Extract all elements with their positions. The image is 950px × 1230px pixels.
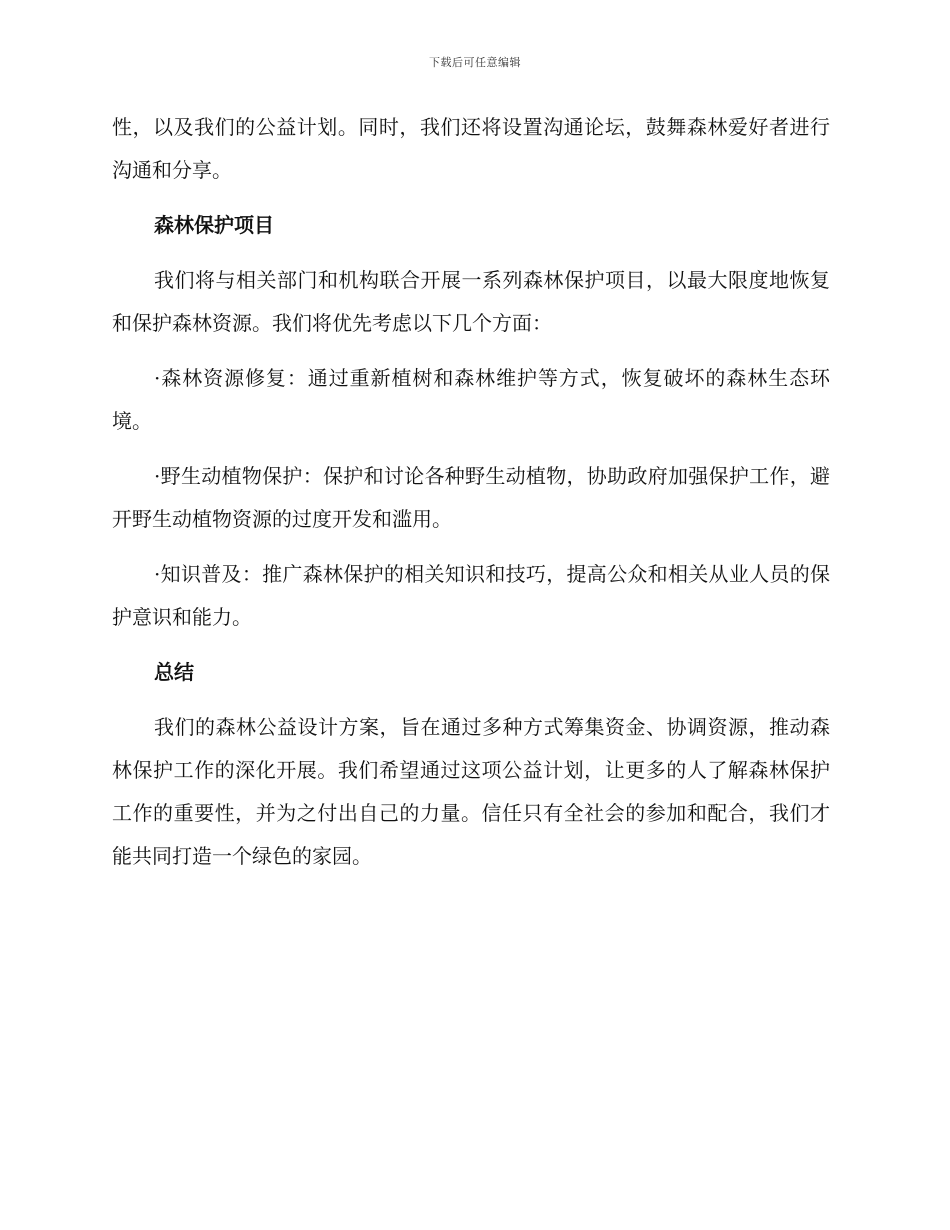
section-heading-projects: 森林保护项目 — [154, 213, 274, 237]
projects-intro-paragraph: 我们将与相关部门和机构联合开展一系列森林保护项目，以最大限度地恢复和保护森林资源。我们将优先考虑以下几个方面： — [112, 268, 830, 335]
bullet-item — [112, 357, 830, 443]
summary-paragraph: 我们的森林公益设计方案，旨在通过多种方式筹集资金、协调资源，推动森林保护工作的深化开展。我们希望通过这项公益计划，让更多的人了解森林保护工作的重要性，并为之付出自己的力量。信任只有全社会的参加和配合，我们才能共同打造一个绿色的家园。 — [112, 715, 830, 868]
intro-continuation-paragraph: 性，以及我们的公益计划。同时，我们还将设置沟通论坛，鼓舞森林爱好者进行沟通和分享。 — [112, 115, 830, 182]
bullet-item — [112, 553, 830, 639]
bullet-item — [112, 455, 830, 541]
bullet-text: 知识普及：推广森林保护的相关知识和技巧，提高公众和相关从业人员的保护意识和能力。 — [112, 562, 830, 629]
bullet-mark: · — [154, 366, 161, 390]
bullet-text: 野生动植物保护：保护和讨论各种野生动植物，协助政府加强保护工作，避开野生动植物资源的过度开发和滥用。 — [112, 464, 830, 531]
bullet-mark: · — [154, 464, 161, 488]
bullet-mark: · — [154, 562, 161, 586]
bullet-text: 森林资源修复：通过重新植树和森林维护等方式，恢复破坏的森林生态环境。 — [112, 366, 830, 433]
document-body — [112, 106, 830, 890]
header-note: 下载后可任意编辑 — [429, 56, 521, 69]
section-heading-summary: 总结 — [154, 660, 194, 684]
